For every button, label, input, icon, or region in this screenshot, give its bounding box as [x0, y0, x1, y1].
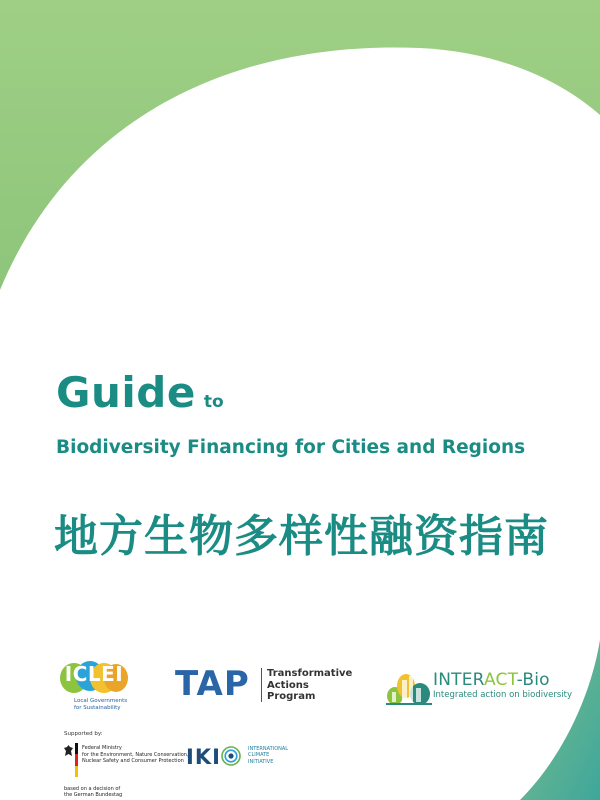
tap-separator	[261, 668, 262, 702]
interact-bio-tagline: Integrated action on biodiversity	[433, 690, 572, 700]
tap-wordmark: TAP	[175, 664, 250, 704]
title-block	[56, 368, 576, 417]
german-flag-icon	[75, 743, 78, 777]
iki-name: INTERNATIONAL CLIMATE INITIATIVE	[248, 746, 289, 765]
tap-program-name: Transformative Actions Program	[267, 668, 353, 702]
guide-to: to	[203, 392, 224, 412]
supported-by-label: Supported by:	[64, 731, 103, 737]
bmu-name: Federal Ministry for the Environment, Nature Conservation, Nuclear Safety and Consumer Protection	[82, 745, 189, 764]
bundestag-note: based on a decision of the German Bundestag	[64, 786, 123, 798]
iki-wordmark: IKI	[186, 745, 221, 769]
iclei-logo	[58, 660, 138, 712]
bmu-logo	[64, 743, 189, 781]
iclei-wordmark: ICLEI	[64, 662, 124, 686]
chinese-title: 地方生物多样性融资指南	[54, 511, 549, 562]
interact-bio-city-icon	[386, 666, 432, 706]
interact-bio-wordmark: INTERACT-Bio	[433, 670, 550, 690]
subtitle: Biodiversity Financing for Cities and Regions	[56, 437, 526, 458]
interact-bio-logo	[386, 666, 572, 706]
iki-globe-icon	[221, 746, 241, 766]
guide-title: Guide	[56, 368, 196, 417]
iclei-tagline: Local Governments for Sustainability	[74, 698, 128, 711]
eagle-icon	[64, 745, 73, 757]
